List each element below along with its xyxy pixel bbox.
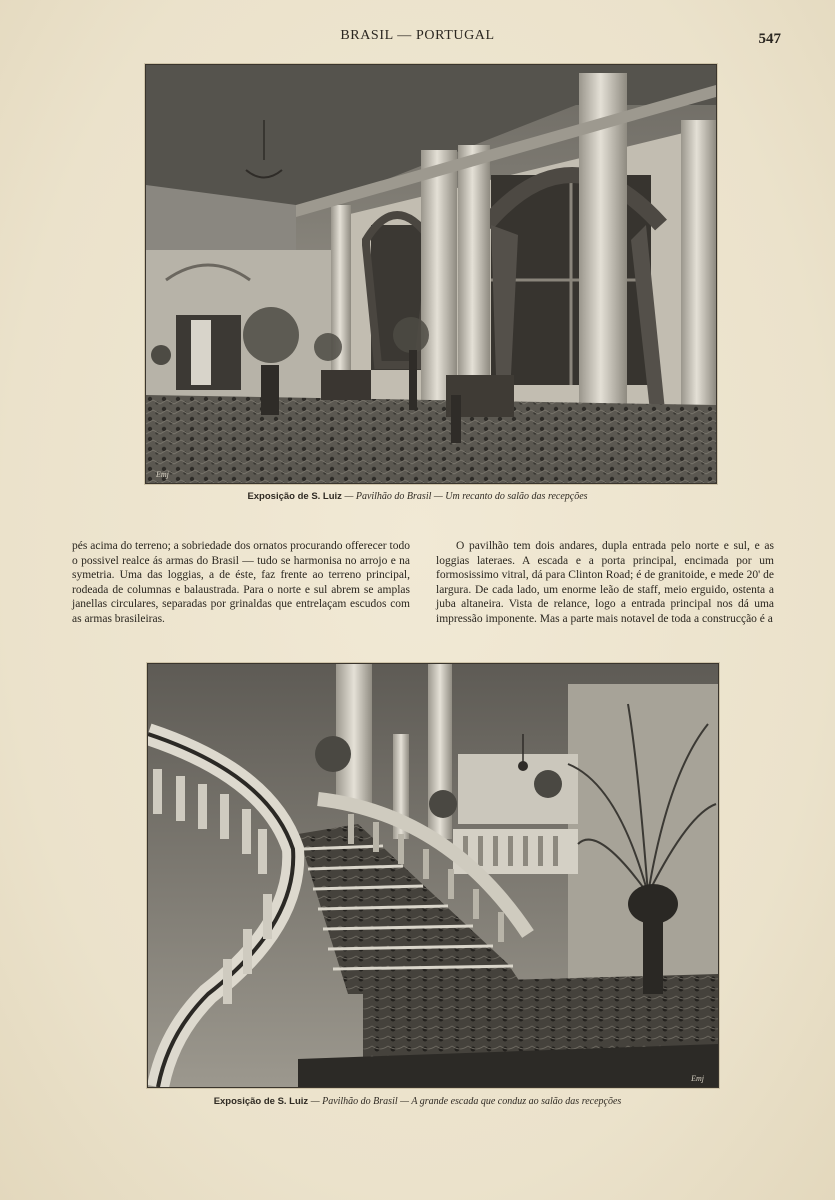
text-column-right: [436, 539, 774, 627]
running-title: BRASIL — PORTUGAL: [340, 28, 495, 43]
photo-reception-hall: [145, 64, 717, 484]
caption-description: — Pavilhão do Brasil — A grande escada que conduz ao salão das recepções: [308, 1096, 622, 1107]
photo-credit: Emj: [691, 1074, 704, 1083]
photo-caption-2: [0, 1096, 835, 1107]
page-number: 547: [758, 31, 781, 47]
text-column-left: [72, 539, 410, 627]
caption-description: — Pavilhão do Brasil — Um recanto do salão das recepções: [341, 491, 588, 502]
caption-place: Exposição de S. Luiz: [213, 1096, 309, 1107]
paragraph: pés acima do terreno; a sobriedade dos ornatos procurando offerecer todo o possivel realce ás armas do Brasil — tudo se harmonisa no arrojo e na symetria. Uma das loggias, a de éste, faz frente ao terreno principal, rodeada de columnas e balaustrada. Para o norte e sul abrem se amplas janellas circulares, separadas por grinaldas que entrelaçam escudos com as armas brasileiras.: [72, 540, 410, 625]
photo-grand-staircase: [147, 663, 719, 1088]
photo-credit: Emj: [156, 470, 169, 479]
page-header: [0, 28, 835, 50]
photo-caption-1: [0, 491, 835, 502]
paragraph: O pavilhão tem dois andares, dupla entrada pelo norte e sul, e as loggias lateraes. A escada e a porta principal, encimada por um formosissimo vitral, dá para Clinton Road; é de granitoide, e mede 20' de largura. De cada lado, um enorme leão de staff, meio erguido, ostenta a juba altaneira. Vista de relance, logo a entrada principal nos dá uma impressão imponente. Mas a parte mais notavel de toda a construcção é a: [436, 540, 774, 625]
caption-place: Exposição de S. Luiz: [247, 491, 342, 502]
